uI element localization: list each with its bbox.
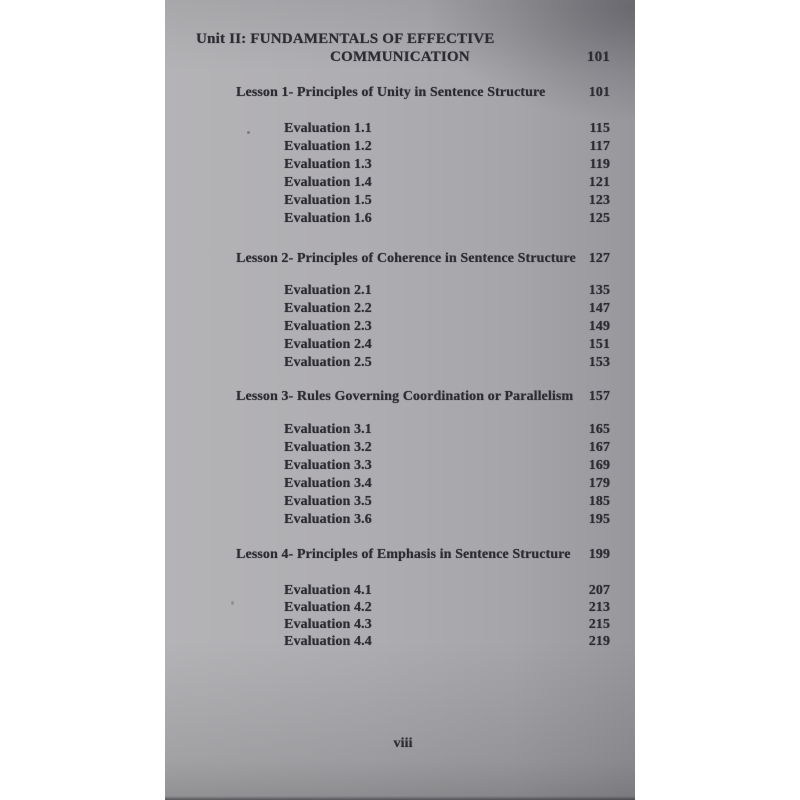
evaluation-label: Evaluation 3.2: [284, 440, 372, 455]
toc-evaluation-row: [196, 600, 610, 617]
book-page: [165, 0, 635, 800]
unit-title-line1: Unit II: FUNDAMENTALS OF EFFECTIVE: [196, 31, 495, 47]
toc-lesson-3-row: [196, 389, 610, 404]
evaluation-label: Evaluation 1.4: [284, 175, 372, 190]
evaluation-page-number: 169: [588, 458, 610, 473]
lesson-3-page-number: 157: [588, 389, 610, 404]
evaluation-label: Evaluation 1.2: [284, 139, 372, 154]
toc-evaluation-row: [196, 458, 610, 476]
evaluation-page-number: 207: [588, 583, 610, 598]
toc-lesson-1-row: [196, 85, 610, 100]
unit-page-number: 101: [586, 49, 610, 65]
evaluation-page-number: 147: [588, 301, 610, 316]
toc-evaluation-row: [196, 337, 610, 355]
toc-evaluation-row: [196, 121, 610, 139]
evaluation-label: Evaluation 4.3: [284, 617, 372, 632]
toc-evaluation-row: [196, 193, 610, 211]
footer-page-number: viii: [393, 736, 413, 751]
evaluation-page-number: 121: [588, 175, 610, 190]
toc-evaluation-row: [196, 634, 610, 651]
evaluation-page-number: 151: [588, 337, 610, 352]
toc-evaluation-row: [196, 157, 610, 175]
ink-speck: [231, 601, 234, 605]
evaluation-label: Evaluation 2.3: [284, 319, 372, 334]
lesson-2-page-number: 127: [588, 251, 610, 266]
evaluation-page-number: 167: [588, 440, 610, 455]
toc-evaluation-row: [196, 283, 610, 301]
toc-evaluation-row: [196, 617, 610, 634]
toc-lesson-4-evaluations: [196, 583, 610, 651]
lesson-3-title: Lesson 3- Rules Governing Coordination or Parallelism: [236, 389, 574, 404]
toc-evaluation-row: [196, 319, 610, 337]
evaluation-label: Evaluation 3.4: [284, 476, 372, 491]
toc-evaluation-row: [196, 139, 610, 157]
evaluation-label: Evaluation 3.6: [284, 512, 372, 527]
evaluation-label: Evaluation 3.1: [284, 422, 372, 437]
evaluation-label: Evaluation 1.1: [284, 121, 372, 136]
unit-title-line2: COMMUNICATION: [330, 49, 470, 65]
evaluation-page-number: 125: [588, 211, 610, 226]
evaluation-page-number: 135: [588, 283, 610, 298]
toc-evaluation-row: [196, 175, 610, 193]
toc-evaluation-row: [196, 355, 610, 373]
toc-lesson-1-evaluations: [196, 121, 610, 229]
toc-lesson-2-row: [196, 251, 610, 266]
toc-evaluation-row: [196, 494, 610, 512]
evaluation-page-number: 215: [588, 617, 610, 632]
lesson-4-title: Lesson 4- Principles of Emphasis in Sentence Structure: [236, 547, 571, 562]
evaluation-label: Evaluation 1.3: [284, 157, 372, 172]
evaluation-page-number: 149: [588, 319, 610, 334]
evaluation-page-number: 117: [589, 139, 610, 154]
ink-speck: [247, 131, 250, 134]
evaluation-page-number: 195: [588, 512, 610, 527]
evaluation-label: Evaluation 1.6: [284, 211, 372, 226]
toc-unit-header-line2: [196, 50, 610, 65]
toc-evaluation-row: [196, 301, 610, 319]
evaluation-page-number: 213: [588, 600, 610, 615]
toc-evaluation-row: [196, 476, 610, 494]
page-bottom-edge-shadow: [165, 796, 635, 800]
evaluation-page-number: 153: [588, 355, 610, 370]
evaluation-label: Evaluation 3.5: [284, 494, 372, 509]
toc-evaluation-row: [196, 422, 610, 440]
evaluation-label: Evaluation 2.1: [284, 283, 372, 298]
evaluation-page-number: 179: [588, 476, 610, 491]
evaluation-page-number: 123: [588, 193, 610, 208]
toc-evaluation-row: [196, 512, 610, 530]
evaluation-page-number: 219: [588, 634, 610, 649]
evaluation-label: Evaluation 4.1: [284, 583, 372, 598]
evaluation-page-number: 115: [589, 121, 610, 136]
toc-lesson-4-row: [196, 547, 610, 562]
evaluation-page-number: 185: [588, 494, 610, 509]
evaluation-label: Evaluation 3.3: [284, 458, 372, 473]
evaluation-page-number: 119: [589, 157, 610, 172]
toc-lesson-3-evaluations: [196, 422, 610, 530]
lesson-4-page-number: 199: [588, 547, 610, 562]
evaluation-label: Evaluation 2.2: [284, 301, 372, 316]
evaluation-label: Evaluation 4.2: [284, 600, 372, 615]
evaluation-page-number: 165: [588, 422, 610, 437]
footer-row: [196, 736, 610, 751]
toc-evaluation-row: [196, 440, 610, 458]
evaluation-label: Evaluation 2.4: [284, 337, 372, 352]
lesson-1-page-number: 101: [588, 85, 610, 100]
toc-lesson-2-evaluations: [196, 283, 610, 373]
lesson-2-title: Lesson 2- Principles of Coherence in Sentence Structure: [236, 251, 576, 266]
toc-evaluation-row: [196, 211, 610, 229]
lesson-1-title: Lesson 1- Principles of Unity in Sentence Structure: [236, 85, 546, 100]
evaluation-label: Evaluation 2.5: [284, 355, 372, 370]
toc-evaluation-row: [196, 583, 610, 600]
toc-unit-header-line1: [196, 32, 610, 47]
evaluation-label: Evaluation 4.4: [284, 634, 372, 649]
evaluation-label: Evaluation 1.5: [284, 193, 372, 208]
